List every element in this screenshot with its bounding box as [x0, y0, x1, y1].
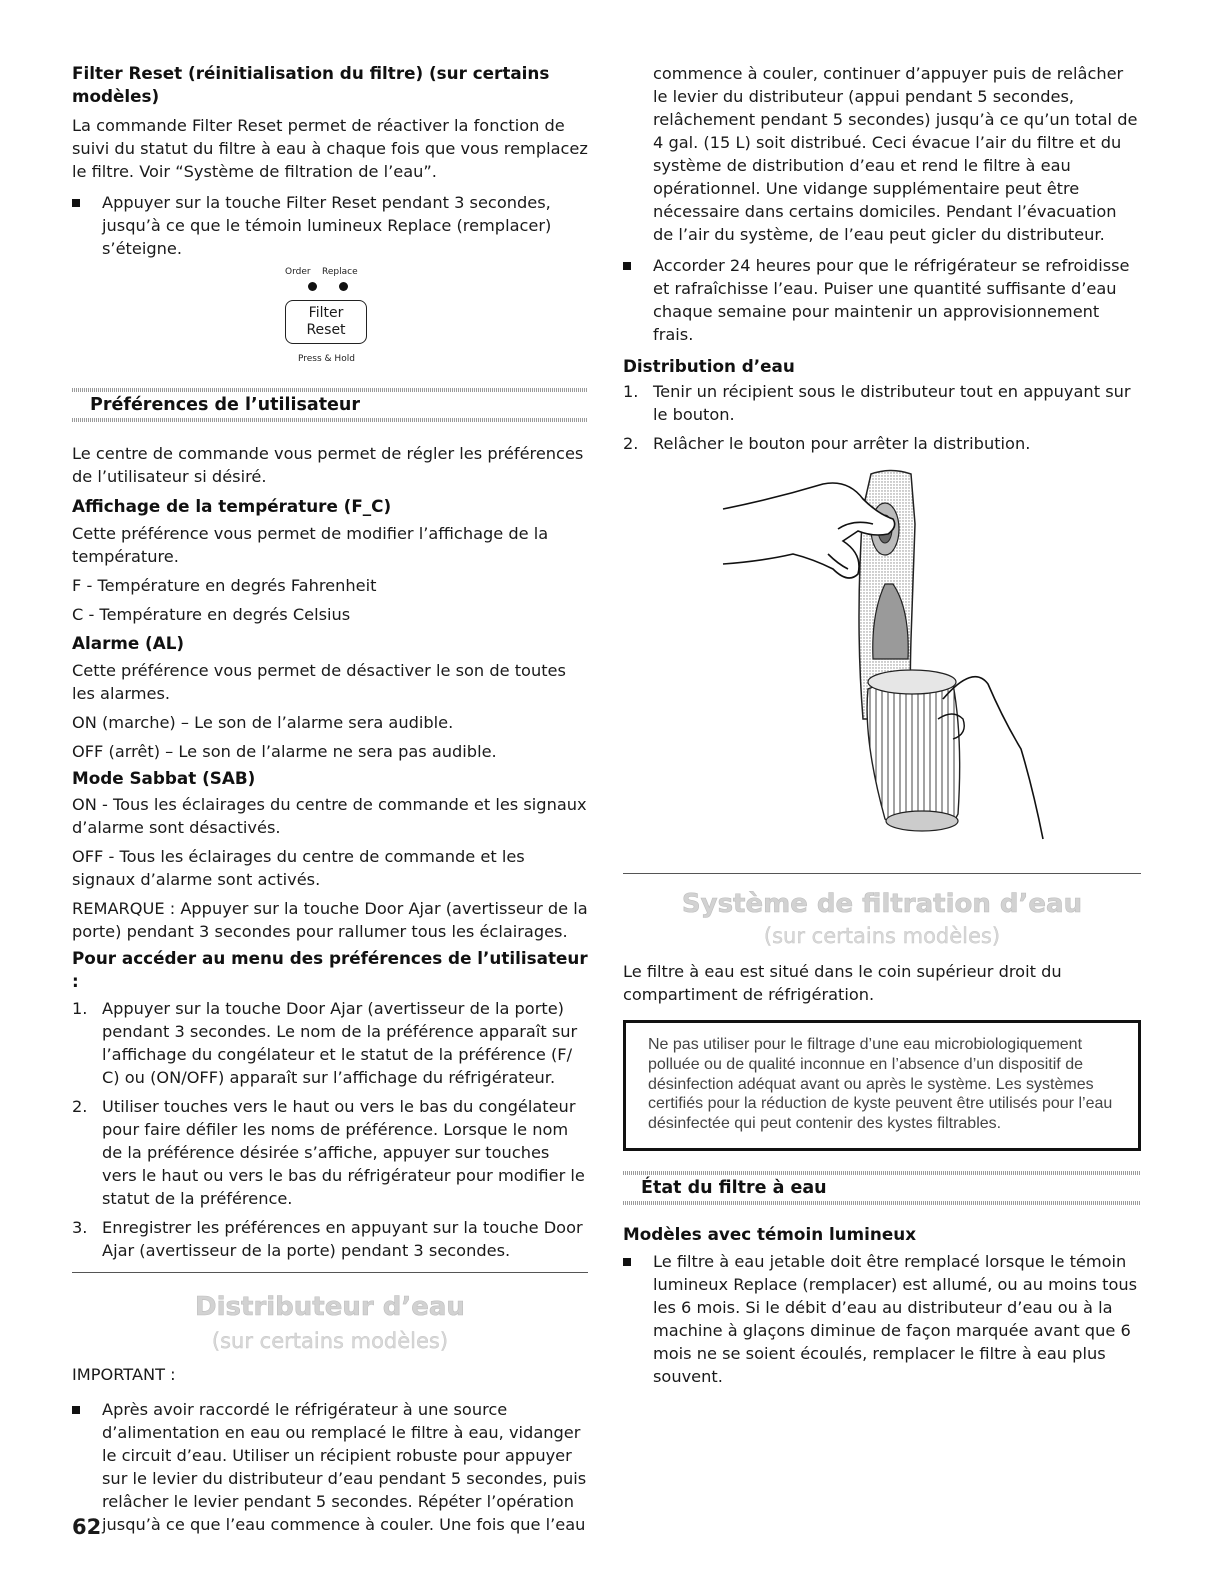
access-step-text: Appuyer sur la touche Door Ajar (avertisseur de la porte) pendant 3 secondes. Le nom de la préférence apparaît sur l’affichage du congélateur et le statut de la préférence (F/ C) ou (ON/OFF) apparaît sur l’affichage du réfrigérateur.	[102, 999, 578, 1087]
filter-replace-bullet-text: Le filtre à eau jetable doit être remplacé lorsque le témoin lumineux Replace (remplacer) est allumé, ou au moins tous les 6 mois. Si le débit d’eau au distributeur d’eau ou à la machine à glaçons diminue de façon marquée avant que 6 mois ne se soient écoulés, remplacer le filtre à eau plus souvent.	[653, 1251, 1138, 1386]
dispenser-bullet-text: Après avoir raccordé le réfrigérateur à une source d’alimentation en eau ou remplacé le filtre à eau, vidanger le circuit d’eau. Utiliser un récipient robuste pour appuyer sur le levier du distributeur d’eau pendant 5 secondes, puis relâcher le levier pendant 5 secondes. Répéter l’opération jusqu’à ce que l’eau commence à couler. Une fois que l’eau	[102, 1400, 587, 1534]
cooldown-bullet	[623, 254, 1141, 346]
band-stripe-bottom	[72, 418, 588, 422]
access-step	[72, 1216, 588, 1262]
filter-reset-diagram	[72, 264, 588, 376]
filter-reset-bullet-text: Appuyer sur la touche Filter Reset pendant 3 secondes, jusqu’à ce que le témoin lumineux Replace (remplacer) s’éteigne.	[102, 193, 552, 258]
dispenser-continued-paragraph: commence à couler, continuer d’appuyer puis de relâcher le levier du distributeur (appui pendant 5 secondes, relâchement pendant 5 secondes) jusqu’à ce qu’un total de 4 gal. (15 L) soit distribué. Ceci évacue l’air du filtre et du système de distribution d’eau et rend le filtre à eau opérationnel. Une vidange supplémentaire peut être nécessaire dans certains domiciles. Pendant l’évacuation de l’air du système, de l’eau peut gicler du distributeur.	[653, 64, 1138, 244]
remarque-paragraph: REMARQUE : Appuyer sur la touche Door Ajar (avertisseur de la porte) pendant 3 secondes pour rallumer tous les éclairages.	[72, 899, 588, 941]
access-menu-heading: Pour accéder au menu des préférences de l’utilisateur :	[72, 948, 588, 991]
left-column	[72, 62, 588, 1536]
indicator-models-heading: Modèles avec témoin lumineux	[623, 1223, 917, 1244]
section-divider	[623, 873, 1141, 874]
warning-text: Ne pas utiliser pour le filtrage d’une eau microbiologiquement polluée ou de qualité inconnue en l’absence d’un dispositif de désinfection adéquat avant ou après le système. Les systèmes certifiés pour la réduction de kyste peuvent être utilisés pour l’eau désinfectée qui peut contenir des kystes filtrables.	[648, 1036, 1113, 1133]
sabbath-heading: Mode Sabbat (SAB)	[72, 768, 256, 788]
replace-label: Replace	[322, 267, 358, 277]
filter-reset-button[interactable]	[285, 300, 367, 344]
page-number: 62	[72, 1515, 102, 1539]
sabbath-on-paragraph: ON - Tous les éclairages du centre de commande et les signaux d’alarme sont désactivés.	[72, 795, 587, 837]
user-preferences-title: Préférences de l’utilisateur	[90, 395, 361, 415]
access-step-number: 2.	[72, 1097, 88, 1116]
hand-holding-cup	[867, 670, 1043, 839]
distribution-step	[623, 432, 1141, 455]
distribution-step-text: Tenir un récipient sous le distributeur tout en appuyant sur le bouton.	[653, 382, 1131, 424]
warning-box	[623, 1020, 1141, 1151]
alarm-off-line: OFF (arrêt) – Le son de l’alarme ne sera pas audible.	[72, 742, 497, 761]
dispenser-title: Distributeur d’eau	[195, 1292, 465, 1322]
band-stripe-bottom	[623, 1201, 1141, 1205]
distribution-steps-list	[623, 380, 1141, 455]
access-step-number: 1.	[72, 999, 88, 1018]
order-indicator-dot	[308, 282, 317, 291]
dispenser-bullet	[72, 1398, 588, 1536]
temp-c-line: C - Température en degrés Celsius	[72, 605, 351, 624]
filtration-paragraph: Le filtre à eau est situé dans le coin supérieur droit du compartiment de réfrigération.	[623, 962, 1062, 1004]
filter-status-title: État du filtre à eau	[641, 1177, 827, 1198]
press-hold-label: Press & Hold	[298, 354, 355, 364]
user-preferences-band	[72, 382, 588, 428]
distribution-heading: Distribution d’eau	[623, 356, 795, 376]
filtration-subtitle: (sur certains modèles)	[763, 924, 1001, 948]
filter-reset-bullet	[72, 191, 588, 260]
prefs-intro: Le centre de commande vous permet de régler les préférences de l’utilisateur si désiré.	[72, 444, 584, 486]
section-divider	[72, 1272, 588, 1273]
alarm-heading: Alarme (AL)	[72, 633, 185, 653]
distribution-step-number: 1.	[623, 382, 639, 401]
right-column	[623, 62, 1141, 1388]
distribution-step	[623, 380, 1141, 426]
alarm-on-line: ON (marche) – Le son de l’alarme sera audible.	[72, 713, 454, 732]
important-label: IMPORTANT :	[72, 1365, 176, 1384]
sabbath-off-paragraph: OFF - Tous les éclairages du centre de commande et les signaux d’alarme sont activés.	[72, 847, 525, 889]
access-steps-list	[72, 997, 588, 1262]
filter-reset-button-line2: Reset	[306, 322, 346, 338]
filter-reset-heading: Filter Reset (réinitialisation du filtre) (sur certains modèles)	[72, 63, 550, 106]
access-step-number: 3.	[72, 1218, 88, 1237]
distribution-step-number: 2.	[623, 434, 639, 453]
access-step-text: Utiliser touches vers le haut ou vers le bas du congélateur pour faire défiler les noms de préférence. Lorsque le nom de la préférence désirée s’affiche, appuyer sur touches vers le haut ou vers le bas du réfrigérateur pour modifier le statut de la préférence.	[102, 1097, 585, 1208]
filter-replace-bullet	[623, 1250, 1141, 1388]
filter-reset-button-line1: Filter	[308, 305, 344, 321]
alarm-paragraph: Cette préférence vous permet de désactiver le son de toutes les alarmes.	[72, 661, 566, 703]
access-step	[72, 997, 588, 1089]
temp-f-line: F - Température en degrés Fahrenheit	[72, 576, 377, 595]
access-step	[72, 1095, 588, 1210]
replace-indicator-dot	[339, 282, 348, 291]
filtration-title: Système de filtration d’eau	[681, 889, 1083, 919]
order-label: Order	[285, 267, 311, 277]
temp-display-paragraph: Cette préférence vous permet de modifier l’affichage de la température.	[72, 524, 549, 566]
dispenser-subtitle: (sur certains modèles)	[211, 1329, 449, 1353]
filter-reset-paragraph: La commande Filter Reset permet de réactiver la fonction de suivi du statut du filtre à eau à chaque fois que vous remplacez le filtre. Voir “Système de filtration de l’eau”.	[72, 116, 588, 181]
filter-status-band	[623, 1165, 1141, 1211]
distribution-step-text: Relâcher le bouton pour arrêter la distribution.	[653, 434, 1031, 453]
dispenser-illustration	[623, 469, 1141, 869]
temp-display-heading: Affichage de la température (F_C)	[72, 496, 392, 516]
access-step-text: Enregistrer les préférences en appuyant sur la touche Door Ajar (avertisseur de la porte) pendant 3 secondes.	[102, 1218, 583, 1260]
cooldown-bullet-text: Accorder 24 heures pour que le réfrigérateur se refroidisse et rafraîchisse l’eau. Puiser une quantité suffisante d’eau chaque semaine pour maintenir un approvisionnement frais.	[653, 256, 1130, 344]
